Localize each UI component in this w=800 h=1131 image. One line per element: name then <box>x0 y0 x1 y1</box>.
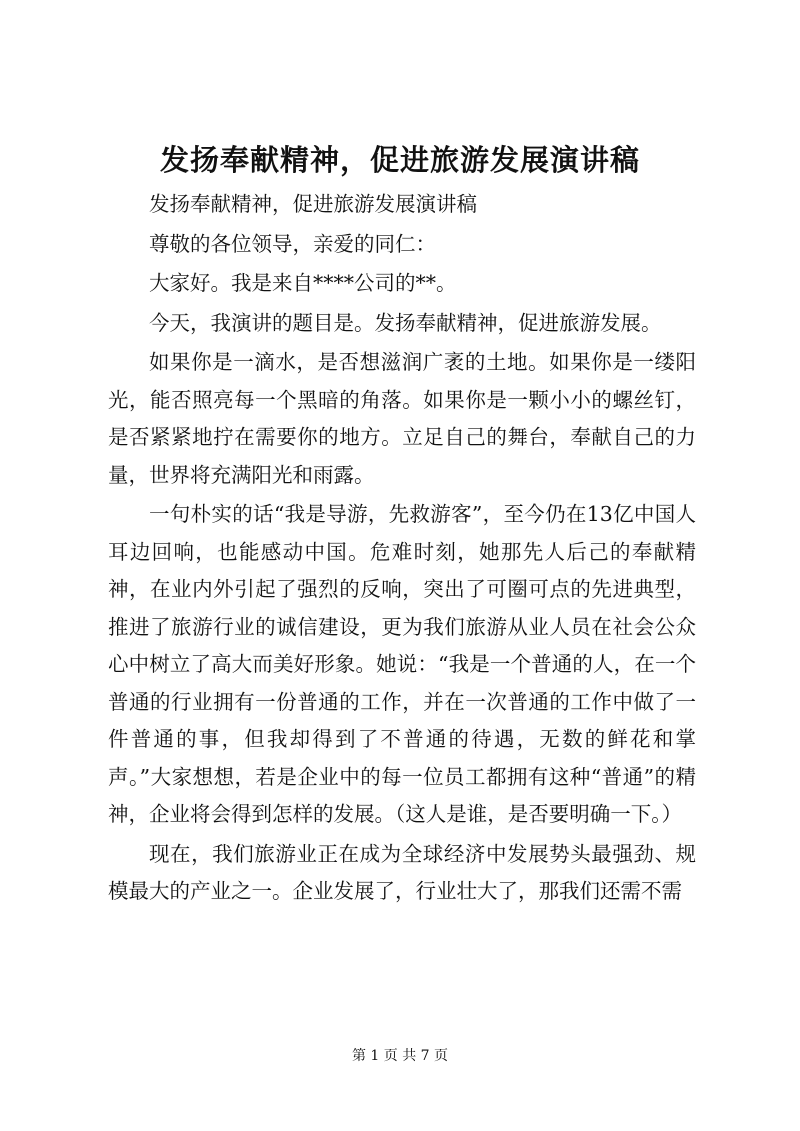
page-footer: 第 1 页 共 7 页 <box>351 1048 449 1064</box>
paragraph-subtitle: 发扬奉献精神，促进旅游发展演讲稿 <box>149 192 477 216</box>
document-body <box>108 186 696 911</box>
paragraph-topic: 今天，我演讲的题目是。发扬奉献精神，促进旅游发展。 <box>149 310 662 335</box>
paragraph-industry: 现在，我们旅游业正在成为全球经济中发展势头最强劲、规模最大的产业之一。企业发展了，行业壮大了，那我们还需不需 <box>108 841 696 903</box>
document-title: 发扬奉献精神，促进旅游发展演讲稿 <box>159 143 640 177</box>
paragraph-salutation: 尊敬的各位领导，亲爱的同仁： <box>149 231 436 256</box>
paragraph-story: 一句朴实的话“我是导游，先救游客”，至今仍在13亿中国人耳边回响，也能感动中国。危难时刻，她那先人后己的奉献精神，在业内外引起了强烈的反响，突出了可圈可点的先进典型，推进了旅游行业的诚信建设，更为我们旅游从业人员在社会公众心中树立了高大而美好形象。她说：“我是一个普通的人，在一个普通的行业拥有一份普通的工作，并在一次普通的工作中做了一件普通的事，但我却得到了不普通的待遇，无数的鲜花和掌声。”大家想想，若是企业中的每一位员工都拥有这种“普通”的精神，企业将会得到怎样的发展。（这人是谁，是否要明确一下。） <box>108 502 696 826</box>
paragraph-metaphor: 如果你是一滴水，是否想滋润广袤的土地。如果你是一缕阳光，能否照亮每一个黑暗的角落。如果你是一颗小小的螺丝钉，是否紧紧地拧在需要你的地方。立足自己的舞台，奉献自己的力量，世界将充满阳光和雨露。 <box>108 350 696 487</box>
paragraph-greeting: 大家好。我是来自****公司的**。 <box>149 271 457 295</box>
